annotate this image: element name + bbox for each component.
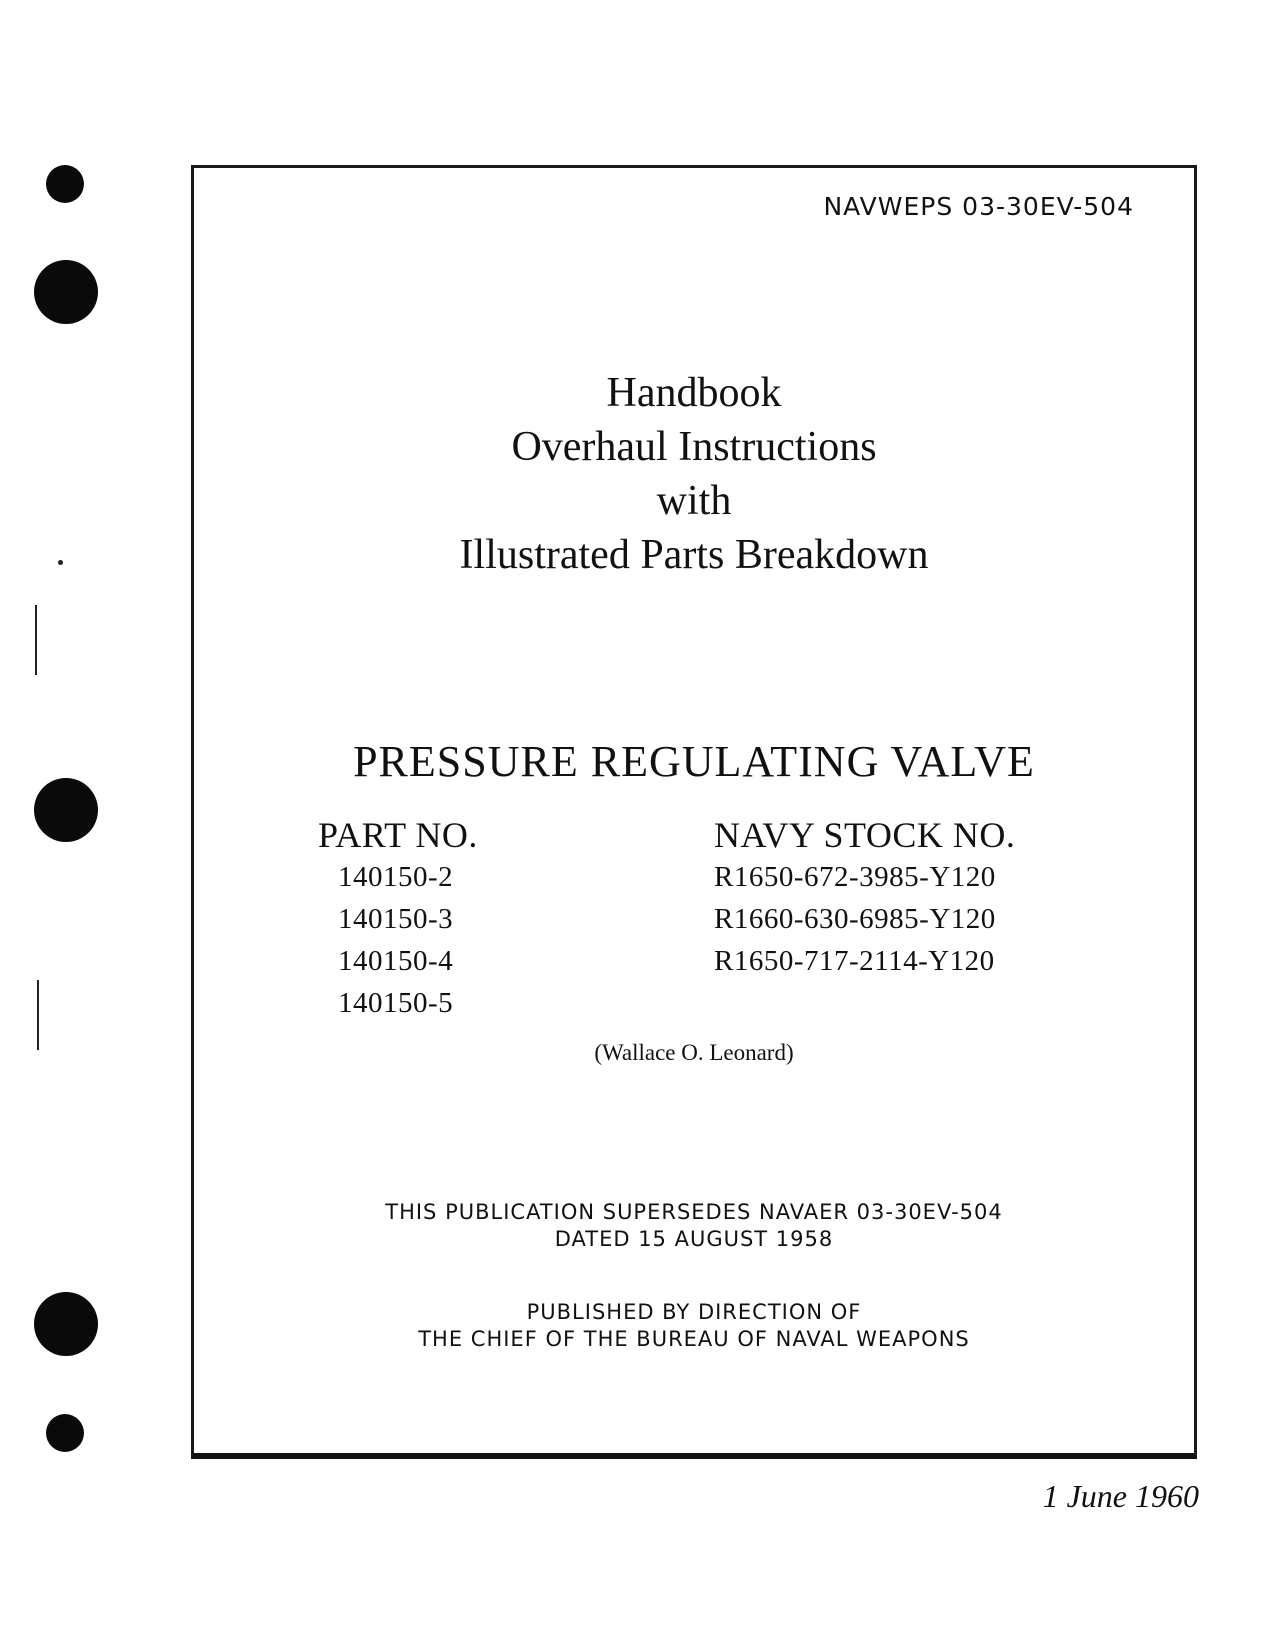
punch-hole-2 <box>34 260 98 324</box>
punch-hole-3 <box>34 778 98 842</box>
stock-number-column <box>714 814 1015 982</box>
stock-number-item: R1650-672-3985-Y120 <box>714 861 996 893</box>
author-credit: (Wallace O. Leonard) <box>594 1040 794 1065</box>
title-line: with <box>656 478 732 524</box>
part-number-column <box>318 814 478 1024</box>
stock-number-heading: NAVY STOCK NO. <box>714 815 1016 855</box>
title-line: Overhaul Instructions <box>511 424 877 470</box>
part-number-item: 140150-2 <box>338 861 454 893</box>
published-by-notice <box>194 1299 1194 1353</box>
punch-hole-1 <box>46 165 84 203</box>
publication-date: 1 June 1960 <box>1042 1478 1199 1514</box>
supersedes-line: THIS PUBLICATION SUPERSEDES NAVAER 03-30EV-504 <box>385 1200 1003 1224</box>
published-line: PUBLISHED BY DIRECTION OF <box>526 1300 862 1324</box>
supersedes-line: DATED 15 AUGUST 1958 <box>554 1227 834 1251</box>
supersedes-notice <box>194 1199 1194 1253</box>
published-line: THE CHIEF OF THE BUREAU OF NAVAL WEAPONS <box>418 1327 970 1351</box>
scan-mark <box>37 980 39 1050</box>
part-number-heading: PART NO. <box>318 815 478 855</box>
title-line: Illustrated Parts Breakdown <box>459 532 929 578</box>
part-number-item: 140150-3 <box>338 903 454 935</box>
stock-number-item: R1660-630-6985-Y120 <box>714 903 996 935</box>
subject-heading: PRESSURE REGULATING VALVE <box>353 737 1035 786</box>
part-number-item: 140150-4 <box>338 945 454 977</box>
punch-hole-4 <box>34 1292 98 1356</box>
title-line: Handbook <box>606 370 782 416</box>
part-number-item: 140150-5 <box>338 987 454 1019</box>
document-number: NAVWEPS 03-30EV-504 <box>823 192 1134 221</box>
scan-mark <box>35 605 37 675</box>
scan-mark <box>58 560 63 565</box>
stock-number-item: R1650-717-2114-Y120 <box>714 945 995 977</box>
title-block <box>194 366 1194 582</box>
punch-hole-5 <box>46 1414 84 1452</box>
cover-frame <box>191 165 1197 1459</box>
